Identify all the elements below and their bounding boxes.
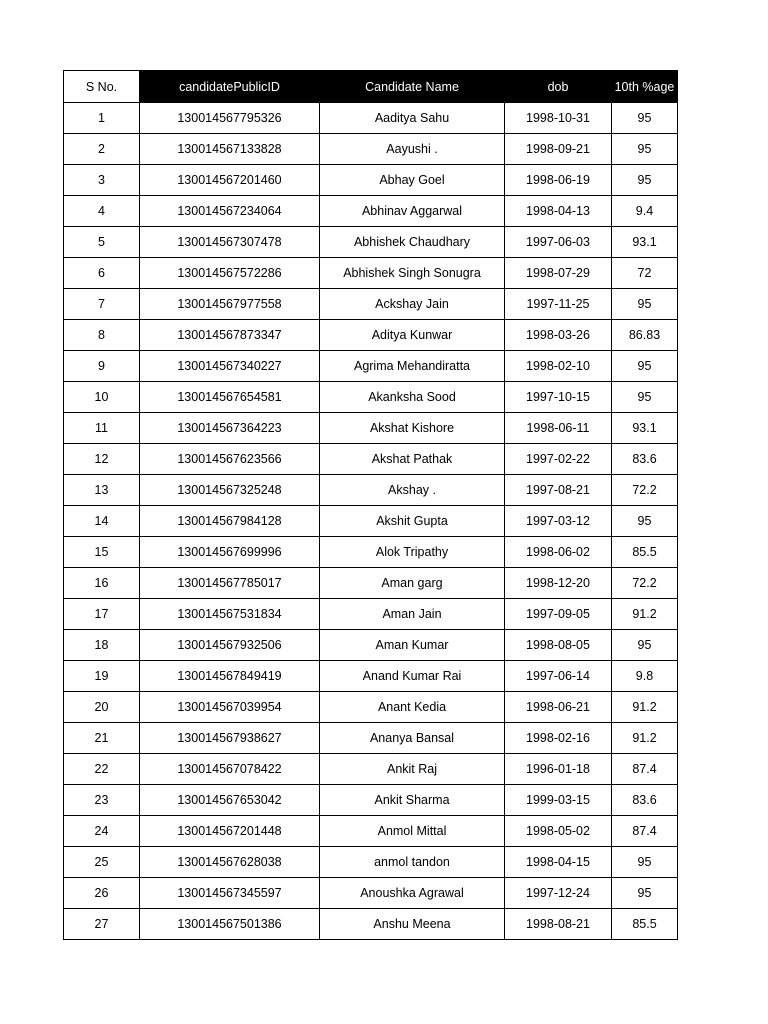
cell-dob: 1998-06-21: [505, 692, 612, 723]
cell-sno: 24: [64, 816, 140, 847]
cell-candidate-name: Aman Jain: [320, 599, 505, 630]
cell-sno: 21: [64, 723, 140, 754]
cell-sno: 7: [64, 289, 140, 320]
cell-10th-percentage: 93.1: [612, 227, 678, 258]
cell-10th-percentage: 95: [612, 847, 678, 878]
cell-candidate-name: Abhay Goel: [320, 165, 505, 196]
cell-candidate-public-id: 130014567364223: [140, 413, 320, 444]
cell-candidate-name: Anshu Meena: [320, 909, 505, 940]
table-row: [64, 258, 678, 289]
cell-sno: 3: [64, 165, 140, 196]
cell-10th-percentage: 9.4: [612, 196, 678, 227]
cell-sno: 8: [64, 320, 140, 351]
cell-sno: 26: [64, 878, 140, 909]
cell-dob: 1998-06-11: [505, 413, 612, 444]
cell-sno: 5: [64, 227, 140, 258]
cell-dob: 1997-06-14: [505, 661, 612, 692]
cell-sno: 27: [64, 909, 140, 940]
cell-candidate-public-id: 130014567325248: [140, 475, 320, 506]
cell-10th-percentage: 85.5: [612, 909, 678, 940]
cell-candidate-public-id: 130014567531834: [140, 599, 320, 630]
header-10th-percentage: 10th %age: [612, 71, 678, 103]
cell-10th-percentage: 87.4: [612, 754, 678, 785]
cell-candidate-name: anmol tandon: [320, 847, 505, 878]
cell-candidate-public-id: 130014567873347: [140, 320, 320, 351]
cell-candidate-public-id: 130014567340227: [140, 351, 320, 382]
cell-dob: 1997-06-03: [505, 227, 612, 258]
table-row: [64, 754, 678, 785]
header-candidate-name: Candidate Name: [320, 71, 505, 103]
cell-sno: 22: [64, 754, 140, 785]
cell-dob: 1998-04-15: [505, 847, 612, 878]
header-sno: S No.: [64, 71, 140, 103]
cell-dob: 1998-09-21: [505, 134, 612, 165]
table-body: [64, 103, 678, 940]
cell-dob: 1998-08-21: [505, 909, 612, 940]
cell-sno: 12: [64, 444, 140, 475]
cell-dob: 1997-03-12: [505, 506, 612, 537]
table-row: [64, 723, 678, 754]
cell-sno: 9: [64, 351, 140, 382]
cell-10th-percentage: 91.2: [612, 692, 678, 723]
cell-10th-percentage: 85.5: [612, 537, 678, 568]
cell-dob: 1999-03-15: [505, 785, 612, 816]
table-row: [64, 661, 678, 692]
cell-sno: 6: [64, 258, 140, 289]
cell-10th-percentage: 72.2: [612, 475, 678, 506]
cell-candidate-public-id: 130014567078422: [140, 754, 320, 785]
cell-candidate-public-id: 130014567654581: [140, 382, 320, 413]
cell-dob: 1998-08-05: [505, 630, 612, 661]
cell-10th-percentage: 9.8: [612, 661, 678, 692]
cell-candidate-name: Agrima Mehandiratta: [320, 351, 505, 382]
table-row: [64, 103, 678, 134]
cell-candidate-public-id: 130014567572286: [140, 258, 320, 289]
cell-sno: 25: [64, 847, 140, 878]
cell-candidate-name: Ankit Sharma: [320, 785, 505, 816]
table-row: [64, 909, 678, 940]
cell-10th-percentage: 95: [612, 506, 678, 537]
table-row: [64, 227, 678, 258]
cell-sno: 14: [64, 506, 140, 537]
cell-10th-percentage: 72: [612, 258, 678, 289]
cell-sno: 11: [64, 413, 140, 444]
cell-candidate-name: Anoushka Agrawal: [320, 878, 505, 909]
cell-candidate-name: Aditya Kunwar: [320, 320, 505, 351]
cell-candidate-public-id: 130014567628038: [140, 847, 320, 878]
cell-10th-percentage: 95: [612, 289, 678, 320]
cell-sno: 18: [64, 630, 140, 661]
cell-dob: 1998-07-29: [505, 258, 612, 289]
cell-candidate-public-id: 130014567307478: [140, 227, 320, 258]
table-row: [64, 165, 678, 196]
cell-candidate-public-id: 130014567785017: [140, 568, 320, 599]
cell-dob: 1998-06-02: [505, 537, 612, 568]
cell-candidate-name: Aman garg: [320, 568, 505, 599]
cell-candidate-public-id: 130014567201460: [140, 165, 320, 196]
cell-dob: 1998-06-19: [505, 165, 612, 196]
table-row: [64, 568, 678, 599]
cell-candidate-name: Akshat Pathak: [320, 444, 505, 475]
cell-sno: 23: [64, 785, 140, 816]
cell-sno: 13: [64, 475, 140, 506]
cell-candidate-name: Abhinav Aggarwal: [320, 196, 505, 227]
cell-candidate-name: Abhishek Singh Sonugra: [320, 258, 505, 289]
table-row: [64, 289, 678, 320]
cell-dob: 1997-11-25: [505, 289, 612, 320]
cell-candidate-name: Alok Tripathy: [320, 537, 505, 568]
cell-sno: 17: [64, 599, 140, 630]
header-row: [64, 71, 678, 103]
cell-dob: 1998-03-26: [505, 320, 612, 351]
cell-candidate-public-id: 130014567699996: [140, 537, 320, 568]
table-row: [64, 630, 678, 661]
cell-sno: 19: [64, 661, 140, 692]
cell-dob: 1998-02-16: [505, 723, 612, 754]
cell-candidate-name: Abhishek Chaudhary: [320, 227, 505, 258]
cell-candidate-name: Akshat Kishore: [320, 413, 505, 444]
cell-dob: 1997-12-24: [505, 878, 612, 909]
cell-candidate-name: Ackshay Jain: [320, 289, 505, 320]
table-row: [64, 599, 678, 630]
table-row: [64, 847, 678, 878]
cell-10th-percentage: 95: [612, 878, 678, 909]
cell-candidate-public-id: 130014567932506: [140, 630, 320, 661]
cell-candidate-name: Akanksha Sood: [320, 382, 505, 413]
cell-candidate-name: Anand Kumar Rai: [320, 661, 505, 692]
cell-sno: 20: [64, 692, 140, 723]
cell-dob: 1996-01-18: [505, 754, 612, 785]
cell-candidate-name: Akshay .: [320, 475, 505, 506]
cell-candidate-name: Akshit Gupta: [320, 506, 505, 537]
cell-candidate-public-id: 130014567977558: [140, 289, 320, 320]
header-candidate-public-id: candidatePublicID: [140, 71, 320, 103]
cell-dob: 1997-10-15: [505, 382, 612, 413]
cell-10th-percentage: 91.2: [612, 723, 678, 754]
cell-candidate-name: Aayushi .: [320, 134, 505, 165]
cell-sno: 1: [64, 103, 140, 134]
cell-candidate-name: Aaditya Sahu: [320, 103, 505, 134]
table-row: [64, 537, 678, 568]
cell-candidate-name: Aman Kumar: [320, 630, 505, 661]
table-row: [64, 878, 678, 909]
cell-sno: 2: [64, 134, 140, 165]
cell-10th-percentage: 95: [612, 134, 678, 165]
cell-candidate-public-id: 130014567201448: [140, 816, 320, 847]
table-row: [64, 816, 678, 847]
table-row: [64, 320, 678, 351]
table-row: [64, 413, 678, 444]
cell-candidate-public-id: 130014567938627: [140, 723, 320, 754]
header-dob: dob: [505, 71, 612, 103]
cell-sno: 16: [64, 568, 140, 599]
cell-10th-percentage: 72.2: [612, 568, 678, 599]
cell-dob: 1997-02-22: [505, 444, 612, 475]
cell-candidate-public-id: 130014567234064: [140, 196, 320, 227]
cell-10th-percentage: 86.83: [612, 320, 678, 351]
cell-sno: 10: [64, 382, 140, 413]
cell-dob: 1997-08-21: [505, 475, 612, 506]
cell-sno: 15: [64, 537, 140, 568]
cell-10th-percentage: 93.1: [612, 413, 678, 444]
cell-10th-percentage: 95: [612, 630, 678, 661]
cell-candidate-public-id: 130014567501386: [140, 909, 320, 940]
cell-candidate-public-id: 130014567795326: [140, 103, 320, 134]
cell-candidate-public-id: 130014567653042: [140, 785, 320, 816]
cell-10th-percentage: 91.2: [612, 599, 678, 630]
table-row: [64, 692, 678, 723]
table-row: [64, 382, 678, 413]
table-row: [64, 506, 678, 537]
cell-candidate-name: Anant Kedia: [320, 692, 505, 723]
cell-candidate-public-id: 130014567849419: [140, 661, 320, 692]
cell-10th-percentage: 83.6: [612, 785, 678, 816]
cell-10th-percentage: 95: [612, 103, 678, 134]
cell-10th-percentage: 83.6: [612, 444, 678, 475]
cell-candidate-public-id: 130014567345597: [140, 878, 320, 909]
cell-10th-percentage: 95: [612, 351, 678, 382]
cell-dob: 1997-09-05: [505, 599, 612, 630]
candidate-table: [63, 70, 678, 940]
cell-candidate-name: Anmol Mittal: [320, 816, 505, 847]
cell-candidate-name: Ananya Bansal: [320, 723, 505, 754]
cell-candidate-public-id: 130014567984128: [140, 506, 320, 537]
cell-dob: 1998-10-31: [505, 103, 612, 134]
table-row: [64, 351, 678, 382]
cell-10th-percentage: 95: [612, 382, 678, 413]
cell-dob: 1998-04-13: [505, 196, 612, 227]
cell-dob: 1998-05-02: [505, 816, 612, 847]
cell-10th-percentage: 95: [612, 165, 678, 196]
table-row: [64, 475, 678, 506]
cell-candidate-name: Ankit Raj: [320, 754, 505, 785]
table-row: [64, 134, 678, 165]
cell-10th-percentage: 87.4: [612, 816, 678, 847]
table-row: [64, 196, 678, 227]
cell-sno: 4: [64, 196, 140, 227]
table-row: [64, 444, 678, 475]
cell-candidate-public-id: 130014567133828: [140, 134, 320, 165]
table-row: [64, 785, 678, 816]
cell-candidate-public-id: 130014567623566: [140, 444, 320, 475]
cell-dob: 1998-02-10: [505, 351, 612, 382]
cell-dob: 1998-12-20: [505, 568, 612, 599]
cell-candidate-public-id: 130014567039954: [140, 692, 320, 723]
